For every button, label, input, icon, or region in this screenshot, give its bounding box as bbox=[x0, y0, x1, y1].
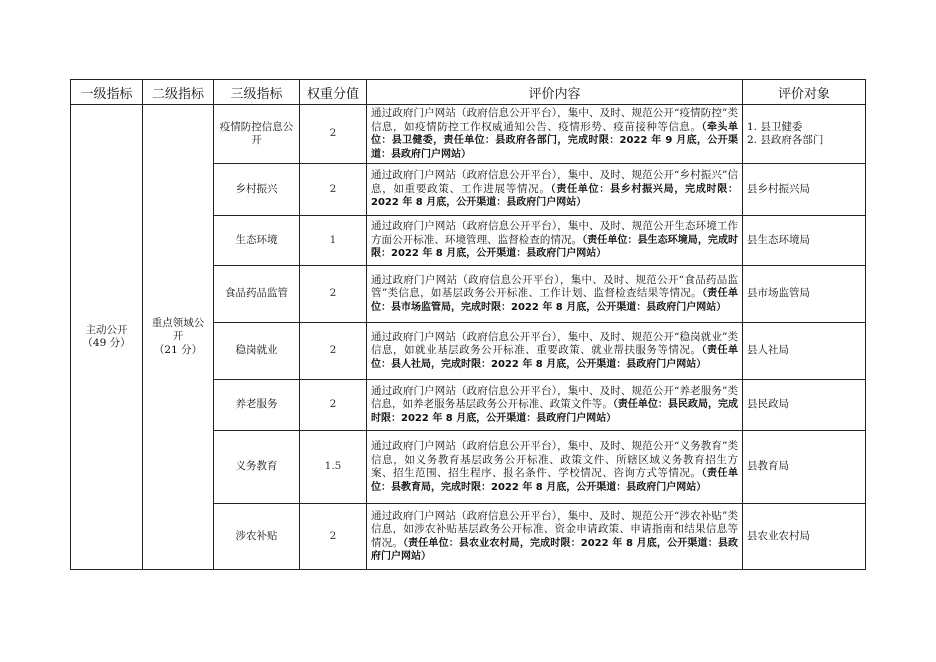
responsibility-text: （责任单位：县农业农村局，完成时限：2022 年 8 月底，公开渠道：县政府门户网站） bbox=[371, 537, 739, 562]
target-cell: 县乡村振兴局 bbox=[743, 164, 866, 216]
header-level2: 二级指标 bbox=[143, 80, 214, 105]
content-text: 通过政府门户网站（政府信息公开平台），集中、及时、规范公开“涉农补贴”类信息，如涉农补贴基层政务公开标准、资金申请政策、申请指南和结果信息等情况。 bbox=[371, 509, 738, 549]
weight-cell: 1.5 bbox=[300, 431, 367, 504]
target-cell: 县生态环境局 bbox=[743, 216, 866, 266]
responsibility-text: （责任单位：县教育局，完成时限：2022 年 8 月底，公开渠道：县政府门户网站） bbox=[371, 468, 738, 493]
header-weight: 权重分值 bbox=[300, 80, 367, 105]
level3-cell: 乡村振兴 bbox=[214, 164, 300, 216]
responsibility-text: （责任单位：县人社局，完成时限：2022 年 8 月底，公开渠道：县政府门户网站） bbox=[371, 345, 738, 370]
content-text: 通过政府门户网站（政府信息公开平台），集中、及时、规范公开生态环境工作方面公开标准、环境管理、监督检查的情况。 bbox=[371, 220, 738, 246]
responsibility-text: （责任单位：县市场监管局，完成时限：2022 年 8 月底，公开渠道：县政府门户网站） bbox=[371, 288, 738, 313]
level2-score: （21 分） bbox=[153, 343, 203, 356]
target-cell: 县人社局 bbox=[743, 323, 866, 380]
level3-cell: 稳岗就业 bbox=[214, 323, 300, 380]
level3-cell: 食品药品监管 bbox=[214, 266, 300, 323]
weight-cell: 1 bbox=[300, 216, 367, 266]
weight-cell: 2 bbox=[300, 323, 367, 380]
target-cell: 县农业农村局 bbox=[743, 504, 866, 570]
content-cell bbox=[367, 431, 743, 504]
header-level1: 一级指标 bbox=[71, 80, 143, 105]
content-text: 通过政府门户网站（政府信息公开平台），集中、及时、规范公开“义务教育”类信息，如义务教育基层政务公开标准、政策文件、所辖区域义务教育招生方案、招生范围、招生程序、报名条件、学校情况、咨询方式等情况。 bbox=[371, 440, 738, 479]
target-cell: 县教育局 bbox=[743, 431, 866, 504]
target-cell: 县民政局 bbox=[743, 380, 866, 431]
responsibility-text: （责任单位：县民政局，完成时限：2022 年 8 月底，公开渠道：县政府门户网站） bbox=[371, 399, 738, 424]
responsibility-text: （牵头单位：县卫健委，责任单位：县政府各部门，完成时限：2022 年 9 月底，公开渠道：县政府门户网站） bbox=[371, 121, 738, 160]
content-cell bbox=[367, 380, 743, 431]
header-content: 评价内容 bbox=[367, 80, 743, 105]
content-cell bbox=[367, 216, 743, 266]
weight-cell: 2 bbox=[300, 266, 367, 323]
content-cell bbox=[367, 323, 743, 380]
content-cell bbox=[367, 504, 743, 570]
weight-cell: 2 bbox=[300, 164, 367, 216]
level1-cell bbox=[71, 105, 143, 570]
content-cell bbox=[367, 105, 743, 164]
weight-cell: 2 bbox=[300, 380, 367, 431]
level3-cell: 涉农补贴 bbox=[214, 504, 300, 570]
content-text: 通过政府门户网站（政府信息公开平台），集中、及时、规范公开“食品药品监管”类信息，如基层政务公开标准、工作计划、监督检查结果等情况。 bbox=[371, 273, 738, 300]
level2-name: 重点领域公开 bbox=[151, 316, 205, 343]
level3-cell: 义务教育 bbox=[214, 431, 300, 504]
level1-name: 主动公开 bbox=[85, 323, 128, 336]
responsibility-text: （责任单位：县乡村振兴局，完成时限：2022 年 8 月底，公开渠道：县政府门户网站） bbox=[371, 183, 739, 209]
responsibility-text: （责任单位：县生态环境局，完成时限：2022 年 8 月底，公开渠道：县政府门户网站） bbox=[371, 234, 739, 260]
content-text: 通过政府门户网站（政府信息公开平台），集中、及时、规范公开“稳岗就业”类信息，如就业基层政务公开标准、重要政策、就业帮扶服务等情况。 bbox=[371, 330, 738, 357]
weight-cell: 2 bbox=[300, 105, 367, 164]
header-target: 评价对象 bbox=[743, 80, 866, 105]
target-item: 1. 县卫健委 bbox=[747, 120, 803, 133]
content-text: 通过政府门户网站（政府信息公开平台），集中、及时、规范公开“乡村振兴”信息，如重要政策、工作进展等情况。 bbox=[371, 169, 738, 195]
target-cell: 县市场监管局 bbox=[743, 266, 866, 323]
evaluation-table bbox=[70, 79, 866, 570]
level3-cell: 疫情防控信息公开 bbox=[214, 105, 300, 164]
level2-cell bbox=[143, 105, 214, 570]
level1-score: （49 分） bbox=[82, 337, 131, 349]
level3-cell: 生态环境 bbox=[214, 216, 300, 266]
header-level3: 三级指标 bbox=[214, 80, 300, 105]
content-text: 通过政府门户网站（政府信息公开平台），集中、及时、规范公开“养老服务”类信息，如养老服务基层政务公开标准、政策文件等。 bbox=[371, 384, 738, 411]
target-cell bbox=[743, 105, 866, 164]
content-cell bbox=[367, 164, 743, 216]
level3-cell: 养老服务 bbox=[214, 380, 300, 431]
target-item: 2. 县政府各部门 bbox=[747, 134, 824, 146]
table-row bbox=[71, 105, 866, 164]
weight-cell: 2 bbox=[300, 504, 367, 570]
content-text: 通过政府门户网站（政府信息公开平台），集中、及时、规范公开“疫情防控”类信息，如疫情防控工作权威通知公告、疫情形势、疫苗接种等信息。 bbox=[371, 107, 738, 133]
header-row bbox=[71, 80, 866, 105]
content-cell bbox=[367, 266, 743, 323]
